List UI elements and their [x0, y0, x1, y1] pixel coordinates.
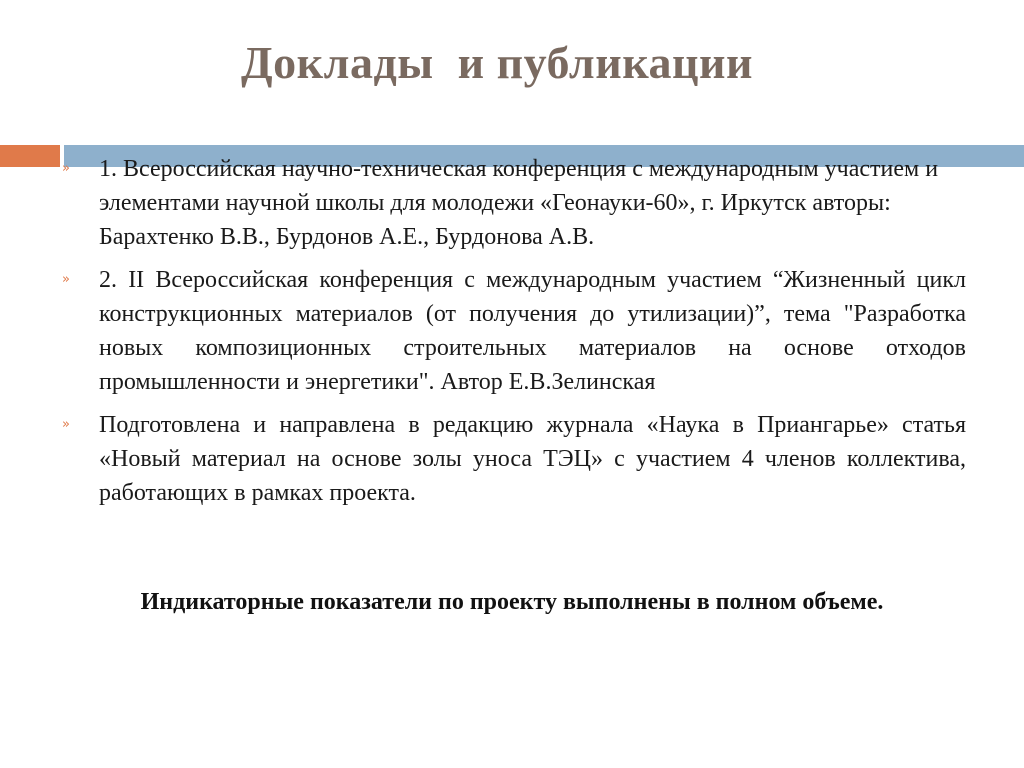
list-item-text: 1. Всероссийская научно-техническая конференция с международным участием и элементами научной школы для молодежи «Геонауки-60», г. Иркутск авторы: Барахтенко В.В., Бурдонов А.Е., Бурдонова А.В. — [99, 156, 939, 250]
list-item — [62, 263, 966, 399]
list-item-text: Подготовлена и направлена в редакцию журнала «Наука в Приангарье» статья «Новый материал на основе золы уноса ТЭЦ» с участием 4 членов коллектива, работающих в рамках проекта. — [99, 412, 966, 506]
chevron-bullet-icon: » — [62, 417, 70, 432]
conclusion-text: Индикаторные показатели по проекту выполнены в полном объеме. — [140, 589, 884, 615]
chevron-bullet-icon: » — [62, 272, 70, 287]
list-item — [62, 152, 966, 254]
list-item-text: 2. II Всероссийская конференция с международным участием “Жизненный цикл конструкционных материалов (от получения до утилизации)”, тема "Разработка новых композиционных строительных материалов на основе отходов промышленности и энергетики". Автор Е.В.Зелинская — [99, 267, 966, 395]
accent-bar-orange — [0, 145, 60, 167]
slide-title: Доклады и публикации — [240, 37, 754, 88]
list-item — [62, 408, 966, 510]
publication-list — [62, 152, 966, 519]
chevron-bullet-icon: » — [62, 161, 70, 176]
